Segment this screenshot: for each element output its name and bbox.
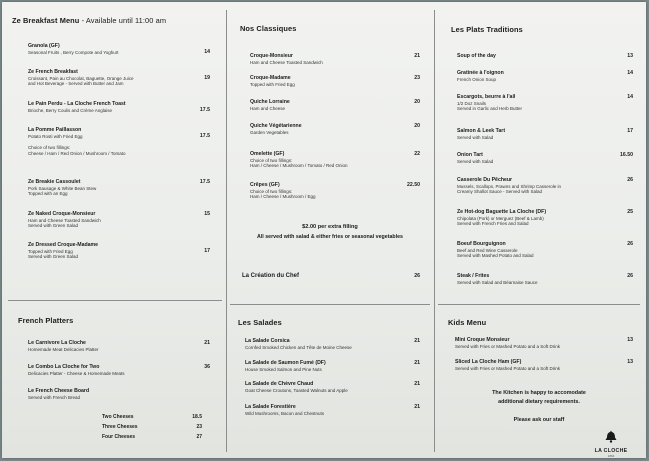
item-description: Chipolata (Pork) or Merguez (Beef & Lamb)	[457, 215, 544, 221]
item-name: Onion Tart	[457, 152, 483, 158]
item-price: 21	[414, 360, 420, 366]
cheese-price: 23	[196, 424, 202, 430]
item-price: 21	[414, 53, 420, 59]
item-description: Croissant, Pain au Chocolat, Baguette, Orange Juice	[28, 75, 134, 81]
item-price: 20	[414, 99, 420, 105]
item-name: Steak / Frites	[457, 273, 490, 279]
item-description: Creamy Shallot Sauce - Served with Salad	[457, 189, 543, 195]
item-price: 21	[414, 338, 420, 344]
item-price: 14	[627, 94, 633, 100]
salades-title: Les Salades	[238, 318, 282, 327]
extra-filling-note: $2.00 per extra filling	[302, 224, 358, 230]
la-cloche-logo: LA CLOCHE 1864	[588, 430, 634, 458]
item-description: Served with Mashed Potato and Salad	[457, 253, 534, 259]
item-name: Ze Naked Croque-Monsieur	[28, 211, 96, 217]
item-description: Ham / Cheese / Mushroom / Tomato / Red Onion	[250, 163, 348, 169]
item-name: Omelette (GF)	[250, 151, 285, 157]
section-divider	[230, 304, 430, 305]
item-description: Potato Rosti with Fried Egg	[28, 133, 83, 139]
item-price: 23	[414, 75, 420, 81]
breakfast-title: Ze Breakfast Menu - Available until 11:00 am	[12, 16, 167, 25]
item-description: Ham / Cheese / Mushroom / Egg	[250, 194, 316, 200]
item-price: 22	[414, 151, 420, 157]
item-description: French Onion Soup	[457, 76, 497, 82]
item-name: Casserole Du Pêcheur	[457, 177, 513, 183]
item-name: Boeuf Bourguignon	[457, 241, 506, 247]
platters-title: French Platters	[18, 316, 74, 325]
item-description: Cheese / Ham / Red Onion / Mushroom / Tomato	[28, 150, 126, 156]
cheese-label: Four Cheeses	[102, 434, 136, 440]
item-price: 15	[204, 211, 210, 217]
item-price: 19	[204, 75, 210, 81]
item-name: La Pomme Paillasson	[28, 127, 82, 133]
item-price: 17.5	[199, 107, 210, 113]
item-description: Served with Green Salad	[28, 254, 79, 260]
item-price: 17.5	[199, 133, 210, 139]
item-name: Quiche Végétarienne	[250, 123, 302, 129]
item-name: Ze Hot-dog Baguette La Cloche (DF)	[457, 209, 547, 215]
item-description: Served with Green Salad	[28, 223, 79, 229]
item-price: 13	[627, 337, 633, 343]
item-description: Served with Salad and Béarnaise Sauce	[457, 279, 538, 285]
plats-title: Les Plats Traditions	[451, 25, 523, 34]
dietary-note-line: additional dietary requirements.	[498, 399, 580, 405]
item-description: House Smoked Salmon and Pine Nuts	[245, 366, 322, 372]
item-description: Brioche, Berry Coulis and Crème Anglaise	[28, 107, 113, 113]
cheese-price: 18.5	[192, 414, 202, 420]
item-description: Served with Fries or Mashed Potato and a Soft Drink	[455, 343, 561, 349]
item-price: 13	[627, 359, 633, 365]
item-description: Served in Garlic and Herb Butter	[457, 106, 523, 112]
item-name: La Salade de Chèvre Chaud	[245, 381, 314, 387]
item-price: 20	[414, 123, 420, 129]
item-price: 17	[627, 128, 633, 134]
item-description: Goat Cheese Croutons, Toasted Walnuts and Apple	[245, 387, 348, 393]
item-name: La Salade Forestière	[245, 404, 296, 410]
section-divider	[8, 300, 222, 301]
item-description: Cornfed Smoked Chicken and Tête de Moine Cheese	[245, 344, 352, 350]
item-description: Topped with an Egg	[28, 191, 68, 197]
item-name: Croque-Monsieur	[250, 53, 293, 59]
menu-sheet: Ze Breakfast Menu - Available until 11:00 am Granola (GF) 14 Seasonal Fruits , Berry Compote and Yoghurt Ze French Breakfast 19 Croissant, Pain au Chocolat, Baguette, Orange Juice and Hot Beverage - Served with Butter and Jam Le Pain Perdu - La Cloche French Toast 17.5 Brioche, Berry Coulis and Crème Anglaise La Pomme Paillasson 17.5 Potato Rosti with Fried Egg Choice of two fillings: Cheese / Ham / Red Onion / Mushroom / Tomato Ze Breakie Cassoulet 17.5 Pork Sausage & White Bean Stew Topped with an Egg Ze Naked Croque-Monsieur 15 Ham and Cheese Toasted Sandwich Served with Green Salad Ze Dressed Croque-Madame 17 Topped with Fried Egg Served with Green Salad Nos Classiques Croque-Monsieur 21 Ham and Cheese Toasted Sandwich Croque-Madame 23 Topped with Fried Egg Quiche Lorraine 20 Ham and Cheese Quiche Végétarienne 20 Garden Vegetables Omelette (GF) 22 Choice of two fillings: Ham / Cheese / Mushroom / Tomato / Red Onion Crêpes (GF) 22.50 Choice of two fillings: Ham / Cheese / Mushroom / Egg $2.00 per extra filling All served with salad & either fries or seasonal vegetables La Création du Chef 26 Les Plats Traditions Soup of the day 13 Gratinée à l'oignon 14 French Onion Soup Escargots, beurre à l'ail 14 1/2 Doz Snails Served in Garlic and Herb Butter Salmon & Leek Tart 17 Served with Salad Onion Tart 16.50 Served with Salad Casserole Du Pêcheur 26 Mussels, Scallops, Prawns and Shrimp Casserole in Creamy Shallot Sauce - Served with Salad Ze Hot-dog Baguette La Cloche (DF) 25 Chipolata (Pork) or Merguez (Beef & Lamb) Served with French Fries and Salad Boeuf Bourguignon 26 Beef and Red Wine Casserole Served with Mashed Potato and Salad Steak / Frites 26 Served with Salad and Béarnaise Sauce French Platters Le Carnivore La Cloche 21 Homemade Meat Delicacies Platter Le Combo La Cloche for Two 36 Delicacies Platter - Cheese & Homemade Meats Le French Cheese Board Served with French Bread Two Cheeses 18.5 Three Cheeses 23 Four Cheeses 27 Les Salades La Salade Corsica 21 Cornfed Smoked Chicken and Tête de Moine Cheese La Salade de Saumon Fumé (DF) 21 House Smoked Salmon and Pine Nuts La Salade de Chèvre Chaud 21 Goat Cheese Croutons, Toasted Walnuts and Apple La Salade Forestière 21 Wild Mushrooms, Bacon and Chestnuts Kids Menu Mini Croque Monsieur 13 Served with Fries or Mashed Potato and a Soft Drink Sliced La Cloche Ham (GF) 13 Served with Fries or Mashed Potato and a Soft Drink The Kitchen is happy to accomodate additional dietary requirements. Please ask our staff LA CLOCHE 1864	[2, 2, 646, 458]
item-description: Ham and Cheese	[250, 105, 286, 111]
item-name: Ze French Breakfast	[28, 69, 78, 75]
item-description: Pork Sausage & White Bean Stew	[28, 185, 97, 191]
item-price: 14	[627, 70, 633, 76]
item-description: Choice of two fillings:	[250, 188, 293, 194]
item-price: 21	[204, 340, 210, 346]
item-description: Delicacies Platter - Cheese & Homemade Meats	[28, 370, 125, 376]
cheese-price: 27	[196, 434, 202, 440]
item-name: Le Pain Perdu - La Cloche French Toast	[28, 101, 126, 107]
item-description: Choice of two fillings:	[28, 145, 71, 151]
column-divider	[434, 10, 435, 452]
classiques-title: Nos Classiques	[240, 24, 297, 33]
item-name: Salmon & Leek Tart	[457, 128, 506, 134]
item-name: Ze Dressed Croque-Madame	[28, 242, 99, 248]
item-price: 36	[204, 364, 210, 370]
item-price: 17.5	[199, 179, 210, 185]
item-description: 1/2 Doz Snails	[457, 100, 487, 106]
item-name: La Salade Corsica	[245, 338, 290, 344]
item-name: Soup of the day	[457, 53, 496, 59]
item-description: Homemade Meat Delicacies Platter	[28, 346, 99, 352]
item-name: Ze Breakie Cassoulet	[28, 179, 81, 185]
item-price: 13	[627, 53, 633, 59]
item-description: Wild Mushrooms, Bacon and Chestnuts	[245, 410, 325, 416]
item-name: Le Combo La Cloche for Two	[28, 364, 100, 370]
item-description: Served with Salad	[457, 158, 494, 164]
item-name: Quiche Lorraine	[250, 99, 290, 105]
item-name: Le French Cheese Board	[28, 388, 90, 394]
item-description: Served with Fries or Mashed Potato and a Soft Drink	[455, 365, 561, 371]
item-description: Choice of two fillings:	[250, 157, 293, 163]
bell-icon	[605, 430, 617, 443]
item-description: Garden Vegetables	[250, 129, 289, 135]
item-description: Served with Salad	[457, 134, 494, 140]
item-price: 17	[204, 248, 210, 254]
item-price: 22.50	[407, 182, 420, 188]
served-with-note: All served with salad & either fries or seasonal vegetables	[256, 234, 404, 240]
item-name: Le Carnivore La Cloche	[28, 340, 86, 346]
item-description: Topped with Fried Egg	[250, 81, 295, 87]
item-price: 26	[627, 177, 633, 183]
item-description: Ham and Cheese Toasted Sandwich	[250, 59, 323, 65]
item-name: Croque-Madame	[250, 75, 291, 81]
dietary-note-line: Please ask our staff	[513, 417, 565, 423]
item-name: Crêpes (GF)	[250, 182, 280, 188]
item-name: La Salade de Saumon Fumé (DF)	[245, 360, 326, 366]
item-name: Gratinée à l'oignon	[457, 70, 504, 76]
section-divider	[438, 304, 640, 305]
item-description: Served with French Bread	[28, 394, 81, 400]
item-name: Mini Croque Monsieur	[455, 337, 510, 343]
item-description: Served with French Fries and Salad	[457, 221, 529, 227]
item-description: Beef and Red Wine Casserole	[457, 247, 518, 253]
cheese-label: Two Cheeses	[102, 414, 134, 420]
kids-title: Kids Menu	[448, 318, 487, 327]
item-price: 16.50	[620, 152, 633, 158]
item-name: Granola (GF)	[28, 43, 60, 49]
item-price: 25	[627, 209, 633, 215]
dietary-note-line: The Kitchen is happy to accomodate	[492, 390, 586, 396]
item-price: 26	[627, 273, 633, 279]
cheese-label: Three Cheeses	[102, 424, 138, 430]
item-description: Mussels, Scallops, Prawns and Shrimp Casserole in	[457, 183, 562, 189]
item-price: 14	[204, 49, 210, 55]
item-description: Ham and Cheese Toasted Sandwich	[28, 217, 101, 223]
item-price: 21	[414, 381, 420, 387]
item-description: Topped with Fried Egg	[28, 248, 73, 254]
item-name: Escargots, beurre à l'ail	[457, 94, 516, 100]
item-price: 26	[627, 241, 633, 247]
column-divider	[226, 10, 227, 452]
item-price: 21	[414, 404, 420, 410]
item-name: Sliced La Cloche Ham (GF)	[455, 359, 522, 365]
item-description: Seasonal Fruits , Berry Compote and Yoghurt	[28, 49, 119, 55]
item-description: and Hot Beverage - Served with Butter and Jam	[28, 81, 124, 87]
